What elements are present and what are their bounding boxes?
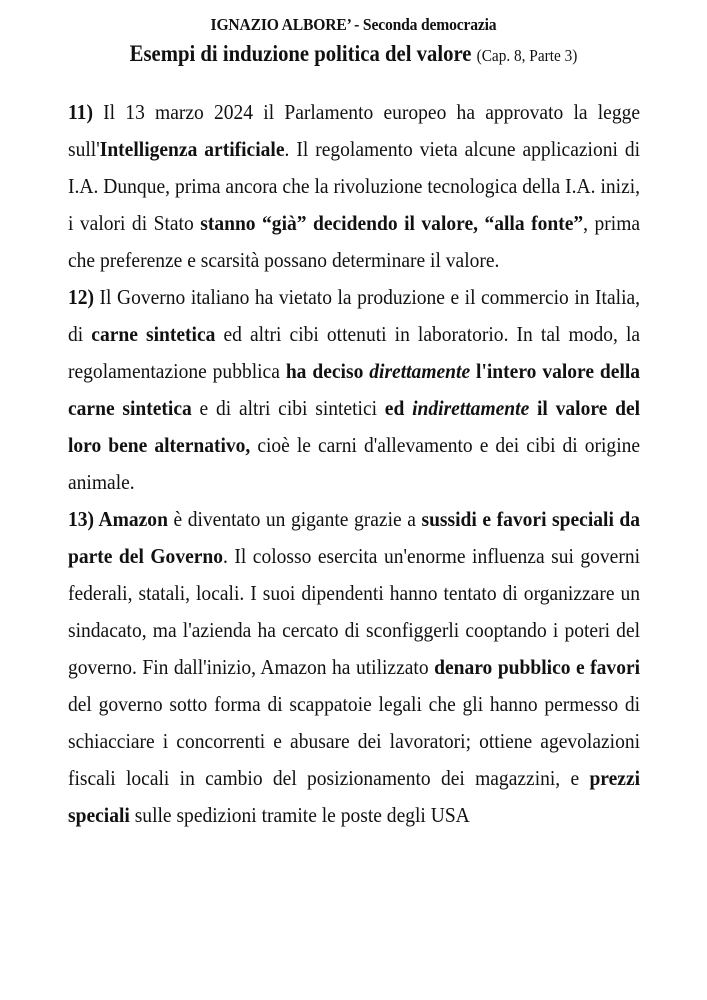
text-segment: stanno “già” decidendo il valore, “alla fonte” <box>200 211 584 235</box>
document-body <box>68 94 640 834</box>
page-header <box>0 14 707 70</box>
paragraph-number: 13) <box>68 507 95 531</box>
title-main: Esempi di induzione politica del valore <box>129 41 472 66</box>
page-title <box>35 40 671 70</box>
text-segment: e di altri cibi sintetici <box>191 396 385 420</box>
text-segment: ha deciso <box>285 359 370 383</box>
text-segment: ed <box>384 396 413 420</box>
author-line: IGNAZIO ALBORE’ - Seconda democrazia <box>210 15 497 34</box>
text-segment: , prima che preferenze e scarsità possano determinare il valore. <box>68 211 641 272</box>
text-segment: direttamente <box>369 359 471 383</box>
text-segment: Intelligenza artificiale <box>99 137 285 161</box>
paragraph-12 <box>68 279 640 501</box>
text-segment: l'intero valore della carne sintetica <box>68 359 641 420</box>
text-segment: indirettamente <box>412 396 530 420</box>
text-segment: . Il colosso esercita un'enorme influenza sui governi federali, statali, locali. I suoi dipendenti hanno tentato di organizzare un sindacato, ma l'azienda ha cercato di sconfiggerli cooptando i poteri del governo. Fin dall'inizio, Amazon ha utilizzato <box>68 544 641 679</box>
text-segment: carne sintetica <box>91 322 216 346</box>
text-segment: è diventato un gigante grazie a <box>167 507 422 531</box>
paragraph-number: 12) <box>68 285 95 309</box>
text-segment: sulle spedizioni tramite le poste degli USA <box>129 803 470 827</box>
paragraph-13 <box>68 501 640 834</box>
text-segment: ed altri cibi ottenuti in laboratorio. In tal modo, la regolamentazione pubblica <box>68 322 641 383</box>
text-segment: prezzi speciali <box>68 766 641 827</box>
title-chapter: (Cap. 8, Parte 3) <box>476 46 578 65</box>
text-segment: denaro pubblico e favori <box>434 655 641 679</box>
text-segment: Il Governo italiano ha vietato la produzione e il commercio in Italia, di <box>68 285 641 346</box>
paragraph-number: 11) <box>68 100 93 124</box>
text-segment: del governo sotto forma di scappatoie legali che gli hanno permesso di schiacciare i concorrenti e abusare dei lavoratori; ottiene agevolazioni fiscali locali in cambio del posizionamento dei magazzini, e <box>68 692 641 790</box>
paragraph-11 <box>68 94 640 279</box>
text-segment: Amazon <box>94 507 168 531</box>
text-segment: Il 13 marzo 2024 il Parlamento europeo ha approvato la legge sull' <box>68 100 641 161</box>
text-segment: sussidi e favori speciali da parte del Governo <box>68 507 641 568</box>
text-segment: . Il regolamento vieta alcune applicazioni di I.A. Dunque, prima ancora che la rivoluzione tecnologica della I.A. inizi, i valori di Stato <box>68 137 641 235</box>
text-segment: il valore del loro bene alternativo, <box>68 396 641 457</box>
text-segment: cioè le carni d'allevamento e dei cibi di origine animale. <box>68 433 641 494</box>
